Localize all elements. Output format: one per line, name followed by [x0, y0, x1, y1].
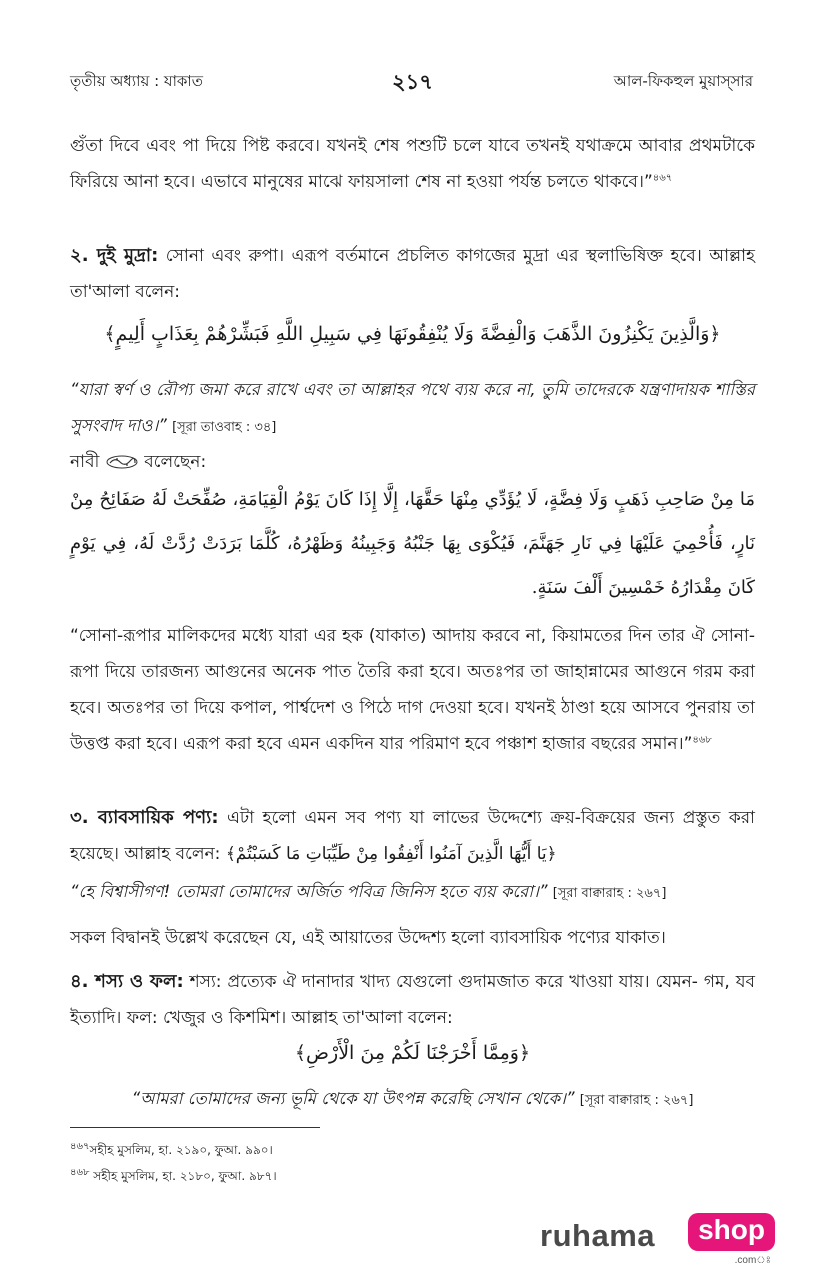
translation-text: “আমরা তোমাদের জন্য ভূমি থেকে যা উৎপন্ন করেছি সেখান থেকে।” [131, 1089, 575, 1108]
translation-text: “যারা স্বর্ণ ও রৌপ্য জমা করে রাখে এবং তা আল্লাহর পথে ব্যয় করে না, তুমি তাদেরকে যন্ত্রণাদায়ক শাস্তির সুসংবাদ দাও।” [70, 380, 755, 435]
quran-verse-arabic: ﴿وَالَّذِينَ يَكْنِزُونَ الذَّهَبَ وَالْفِضَّةَ وَلَا يُنْفِقُونَهَا فِي سَبِيلِ اللَّهِ فَبَشِّرْهُمْ بِعَذَابٍ أَلِيمٍ﴾ [104, 323, 721, 345]
footnote-text: সহীহ মুসলিম, হা. ২১৮০, ফুআ. ৯৮৭। [89, 1169, 277, 1183]
hadith-intro-before: নাবী [70, 452, 105, 472]
section-heading: ২. দুই মুদ্রা: [70, 245, 159, 266]
section-heading: ৪. শস্য ও ফল: [70, 971, 184, 992]
section-text: সোনা এবং রুপা। এরূপ বর্তমানে প্রচলিত কাগজের মুদ্রা এর স্থলাভিষিক্ত হবে। আল্লাহ তা'আলা বলেন: [70, 246, 755, 302]
footnote-number: ৪৬৮ [70, 1167, 90, 1178]
hadith-translation-text: “সোনা-রূপার মালিকদের মধ্যে যারা এর হক (যাকাত) আদায় করবে না, কিয়ামতের দিন তার ঐ সোনা-রূপা দিয়ে তারজন্য আগুনের অনেক পাত তৈরি করা হবে। অতঃপর তা জাহান্নামের আগুনে গরম করা হবে। অতঃপর তা দিয়ে কপাল, পার্শ্বদেশ ও পিঠে দাগ দেওয়া হবে। যখনই ঠাণ্ডা হয়ে আসবে পুনরায় তা উত্তপ্ত করা হবে। এরূপ করা হবে এমন একদিন যার পরিমাণ হবে পঞ্চাশ হাজার বছরের সমান।” [70, 626, 755, 754]
verse-source: [সূরা বাক্বারাহ : ২৬৭] [579, 1093, 694, 1108]
section-four-crops-fruits [70, 964, 755, 1036]
logo-text-shop: shop [688, 1213, 775, 1251]
salawat-calligraphy-icon [105, 454, 139, 470]
verse-source: [সূরা তাওবাহ : ৩৪] [172, 420, 277, 435]
scholars-note: সকল বিদ্বানই উল্লেখ করেছেন যে, এই আয়াতের উদ্দেশ্য হলো ব্যাবসায়িক পণ্যের যাকাত। [70, 928, 666, 948]
paragraph-text: গুঁতা দিবে এবং পা দিয়ে পিষ্ট করবে। যখনই শেষ পশুটি চলে যাবে তখনই যথাক্রমে আবার প্রথমটাকে ফিরিয়ে আনা হবে। এভাবে মানুষের মাঝে ফায়সালা শেষ না হওয়া পর্যন্ত চলতে থাকবে।” [70, 136, 755, 192]
paragraph-continuation [70, 128, 755, 200]
footnote-ref: ৪৬৮ [692, 734, 712, 746]
ruhama-shop-logo [515, 1213, 775, 1266]
quran-verse-arabic: ﴿وَمِمَّا أَخْرَجْنَا لَكُمْ مِنَ الْأَرْضِ﴾ [294, 1042, 531, 1064]
verse-translation [70, 874, 755, 912]
footnote-divider [70, 1127, 320, 1128]
section-two-currency [70, 238, 755, 310]
footnote-text: সহীহ মুসলিম, হা. ২১৯০, ফুআ. ৯৯০। [89, 1143, 273, 1157]
section-three-trade-goods [70, 800, 755, 872]
translation-text: “হে বিশ্বাসীগণ! তোমরা তোমাদের অর্জিত পবিত্র জিনিস হতে ব্যয় করো।” [70, 882, 548, 901]
footnote-number: ৪৬৭ [70, 1141, 90, 1152]
section-text: এটা হলো এমন সব পণ্য যা লাভের উদ্দেশ্যে ক্রয়-বিক্রয়ের জন্য প্রস্তুত করা হয়েছে। আল্লাহ বলেন: [70, 808, 755, 864]
hadith-intro-after: বলেছেন: [144, 452, 207, 472]
section-heading: ৩. ব্যাবসায়িক পণ্য: [70, 807, 219, 828]
footnote-item [70, 1142, 273, 1162]
verse-translation [70, 1081, 755, 1119]
footnote-item [70, 1168, 277, 1188]
page-number: ২১৭ [392, 70, 433, 94]
hadith-translation [70, 618, 755, 762]
hadith-intro [70, 444, 755, 480]
verse-source: [সূরা বাক্বারাহ : ২৬৭] [552, 886, 667, 901]
logo-text-ruhama: ruhama [540, 1218, 655, 1253]
verse-translation [70, 372, 755, 446]
logo-text-domain: .comঃ [734, 1255, 771, 1266]
running-header-chapter: তৃতীয় অধ্যায় : যাকাত [70, 72, 204, 90]
footnote-ref: ৪৬৭ [652, 172, 673, 184]
quran-verse-arabic: ﴿يَا أَيُّهَا الَّذِينَ آمَنُوا أَنْفِقُوا مِنْ طَيِّبَاتِ مَا كَسَبْتُمْ﴾ [225, 844, 557, 864]
hadith-arabic: مَا مِنْ صَاحِبِ ذَهَبٍ وَلَا فِضَّةٍ، لَا يُؤَدِّي مِنْهَا حَقَّهَا، إِلَّا إِذَا كَانَ يَوْمُ الْقِيَامَةِ، صُفِّحَتْ لَهُ صَفَائِحُ مِنْ نَارٍ، فَأُحْمِيَ عَلَيْهَا فِي نَارِ جَهَنَّمَ، فَيُكْوَى بِهَا جَنْبُهُ وَجَبِينُهُ وَظَهْرُهُ، كُلَّمَا بَرَدَتْ رُدَّتْ لَهُ، فِي يَوْمٍ كَانَ مِقْدَارُهُ خَمْسِينَ أَلْفَ سَنَةٍ. [70, 489, 755, 598]
running-header-book: আল-ফিকহুল মুয়াস্সার [613, 72, 753, 90]
section-text: শস্য: প্রত্যেক ঐ দানাদার খাদ্য যেগুলো গুদামজাত করে খাওয়া যায়। যেমন- গম, যব ইত্যাদি। ফল: খেজুর ও কিশমিশ। আল্লাহ তা'আলা বলেন: [70, 972, 756, 1028]
